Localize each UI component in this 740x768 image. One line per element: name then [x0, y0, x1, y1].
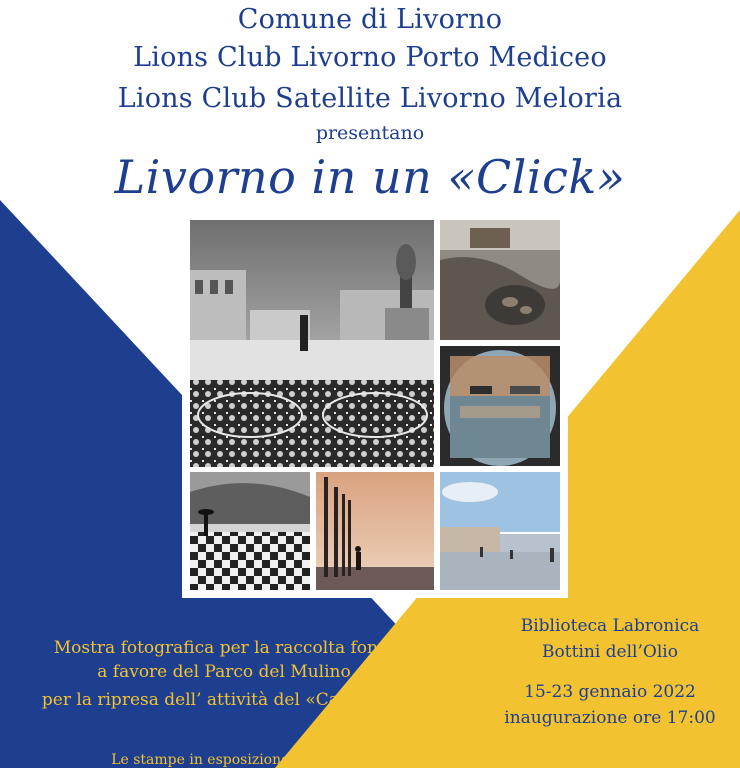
sale-note: Le stampe in esposizione saranno messe in vendita alla fine della mostra: [111, 752, 629, 768]
photo-collage: [182, 212, 568, 598]
exhibition-dates: 15-23 gennaio 2022: [524, 682, 696, 702]
inauguration-time: inaugurazione ore 17:00: [504, 708, 716, 728]
description-line-1: Mostra fotografica per la raccolta fondi: [53, 638, 395, 658]
photo-columns-dusk: [316, 472, 434, 590]
photo-coastal-rocks: [440, 220, 560, 340]
photo-terrace-checkerboard: [190, 472, 310, 590]
venue-name: Biblioteca Labronica: [520, 616, 700, 636]
venue-location: Bottini dell’Olio: [542, 642, 678, 662]
organizer-lions-meloria: Lions Club Satellite Livorno Meloria: [117, 83, 623, 114]
description-line-3: per la ripresa dell’ attività del «Ca’ Moro»: [41, 690, 407, 710]
organizer-lions-porto-mediceo: Lions Club Livorno Porto Mediceo: [133, 42, 607, 73]
photo-seafront-promenade: [440, 472, 560, 590]
photo-canal-boats: [440, 346, 560, 466]
presentano-label: presentano: [315, 122, 425, 144]
organizer-comune: Comune di Livorno: [237, 4, 503, 35]
exhibition-title: Livorno in un «Click»: [114, 150, 626, 204]
description-line-2: a favore del Parco del Mulino: [97, 662, 351, 682]
photo-statue-square: [190, 220, 434, 467]
